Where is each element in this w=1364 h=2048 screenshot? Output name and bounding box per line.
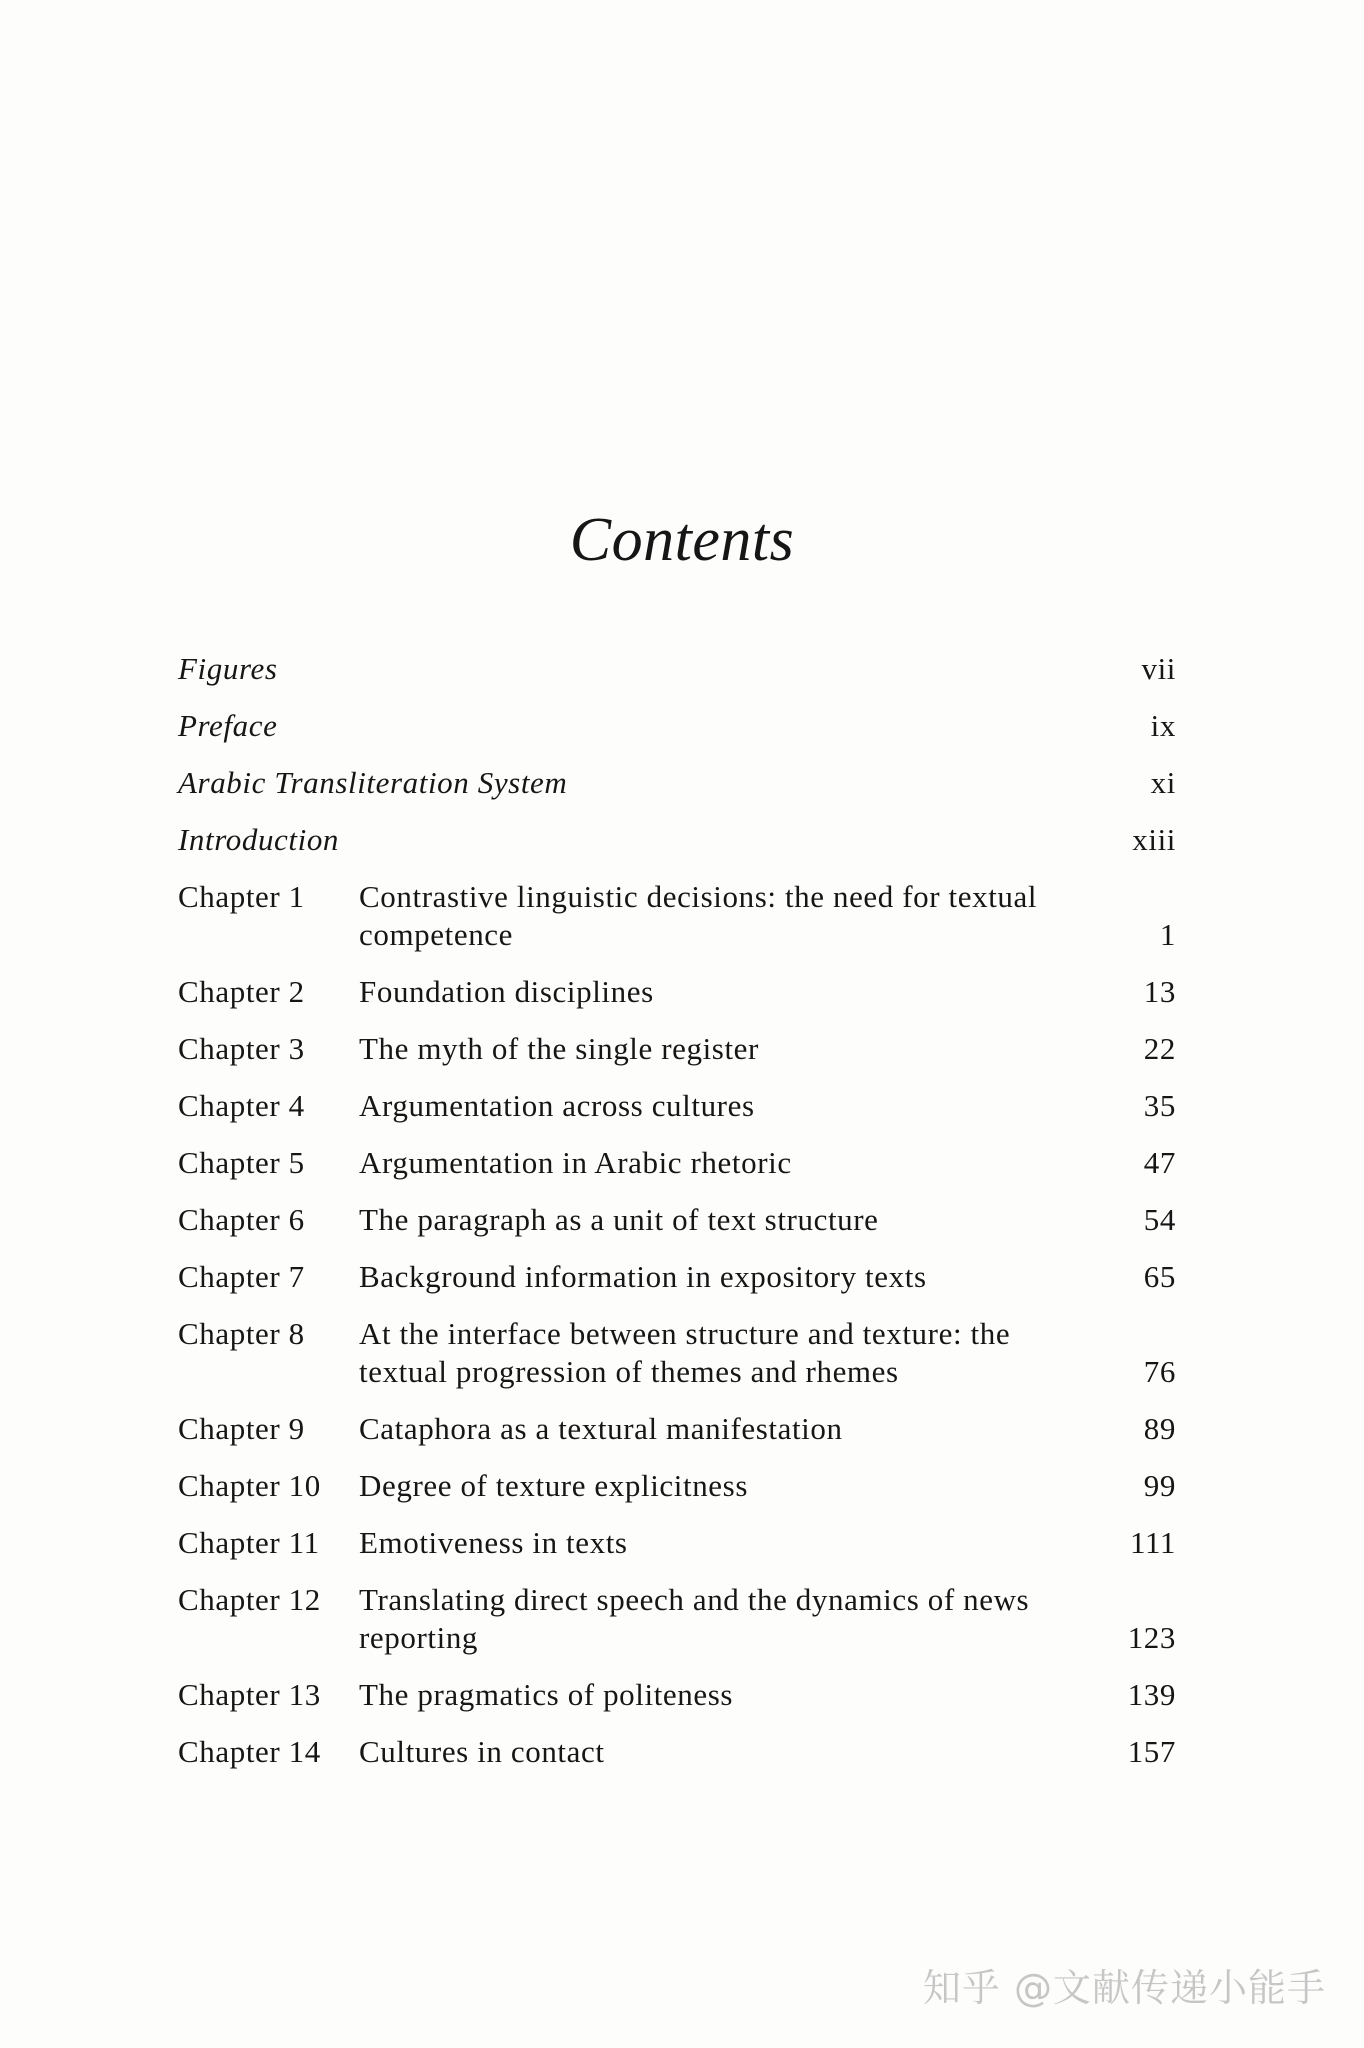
toc-chapter-6: [178, 1201, 1178, 1239]
toc-page-number: 157: [1127, 1734, 1176, 1769]
chapter-title: Background information in expository texts: [359, 1259, 927, 1294]
chapter-title: Argumentation across cultures: [359, 1088, 755, 1123]
chapter-title: Cultures in contact: [359, 1734, 605, 1769]
chapter-label: Chapter 7: [178, 1259, 305, 1294]
chapter-title: The paragraph as a unit of text structure: [359, 1202, 879, 1237]
chapter-label: Chapter 6: [178, 1202, 305, 1237]
toc-entry-title: Introduction: [178, 822, 340, 857]
chapter-title: Contrastive linguistic decisions: the need for textual competence: [359, 879, 1038, 952]
toc-chapter-10: [178, 1467, 1178, 1505]
toc-chapter-14: [178, 1733, 1178, 1771]
toc-page-number: 111: [1130, 1525, 1176, 1560]
toc-chapter-5: [178, 1144, 1178, 1182]
toc-chapter-3: [178, 1030, 1178, 1068]
chapter-label: Chapter 9: [178, 1411, 305, 1446]
toc-page-number: 76: [1143, 1354, 1176, 1389]
chapter-title: Cataphora as a textural manifestation: [359, 1411, 843, 1446]
chapter-label: Chapter 2: [178, 974, 305, 1009]
toc-entry-title: Figures: [178, 651, 278, 686]
toc-chapter-2: [178, 973, 1178, 1011]
chapter-title: Translating direct speech and the dynamics of news reporting: [359, 1582, 1030, 1655]
chapter-label: Chapter 8: [178, 1316, 305, 1351]
toc-page-number: 139: [1127, 1677, 1176, 1712]
toc-page-number: 1: [1159, 917, 1176, 952]
chapter-title: Degree of texture explicitness: [359, 1468, 748, 1503]
toc-chapter-8: [178, 1315, 1178, 1391]
toc-entry-title: Arabic Transliteration System: [178, 765, 568, 800]
table-of-contents: [178, 650, 1178, 1790]
chapter-title: Argumentation in Arabic rhetoric: [359, 1145, 792, 1180]
chapter-label: Chapter 10: [178, 1468, 321, 1503]
chapter-title: The pragmatics of politeness: [359, 1677, 734, 1712]
toc-page-number: 13: [1143, 974, 1176, 1009]
toc-entry-figures: [178, 650, 1178, 707]
toc-page-number: ix: [1150, 708, 1176, 743]
chapter-label: Chapter 13: [178, 1677, 321, 1712]
chapter-label: Chapter 5: [178, 1145, 305, 1180]
toc-chapter-11: [178, 1524, 1178, 1562]
toc-entry-title: Preface: [178, 708, 278, 743]
toc-page-number: 22: [1143, 1031, 1176, 1066]
toc-page-number: vii: [1141, 651, 1176, 686]
toc-page-number: 65: [1143, 1259, 1176, 1294]
toc-chapter-12: [178, 1581, 1178, 1657]
chapter-label: Chapter 4: [178, 1088, 305, 1123]
toc-page-number: 89: [1143, 1411, 1176, 1446]
chapter-label: Chapter 1: [178, 879, 305, 914]
chapter-label: Chapter 12: [178, 1582, 321, 1617]
chapter-title: Foundation disciplines: [359, 974, 654, 1009]
toc-page-number: 47: [1143, 1145, 1176, 1180]
chapter-label: Chapter 3: [178, 1031, 305, 1066]
chapter-label: Chapter 14: [178, 1734, 321, 1769]
chapter-title: Emotiveness in texts: [359, 1525, 628, 1560]
page-title: Contents: [569, 506, 795, 574]
toc-chapter-7: [178, 1258, 1178, 1296]
watermark: 知乎 @文献传递小能手: [922, 1966, 1326, 2010]
chapter-title: The myth of the single register: [359, 1031, 759, 1066]
toc-chapter-13: [178, 1676, 1178, 1714]
chapter-title: At the interface between structure and texture: the textual progression of themes and rhemes: [359, 1316, 1011, 1389]
toc-page-number: xi: [1150, 765, 1176, 800]
chapter-label: Chapter 11: [178, 1525, 320, 1560]
toc-chapter-9: [178, 1410, 1178, 1448]
toc-entry-preface: [178, 707, 1178, 764]
toc-chapter-1: [178, 878, 1178, 954]
toc-page-number: 123: [1127, 1620, 1176, 1655]
toc-page-number: 54: [1143, 1202, 1176, 1237]
toc-page-number: 99: [1143, 1468, 1176, 1503]
toc-chapter-4: [178, 1087, 1178, 1125]
toc-page-number: xiii: [1132, 822, 1176, 857]
toc-page-number: 35: [1143, 1088, 1176, 1123]
toc-entry-introduction: [178, 821, 1178, 878]
toc-entry-transliteration: [178, 764, 1178, 821]
